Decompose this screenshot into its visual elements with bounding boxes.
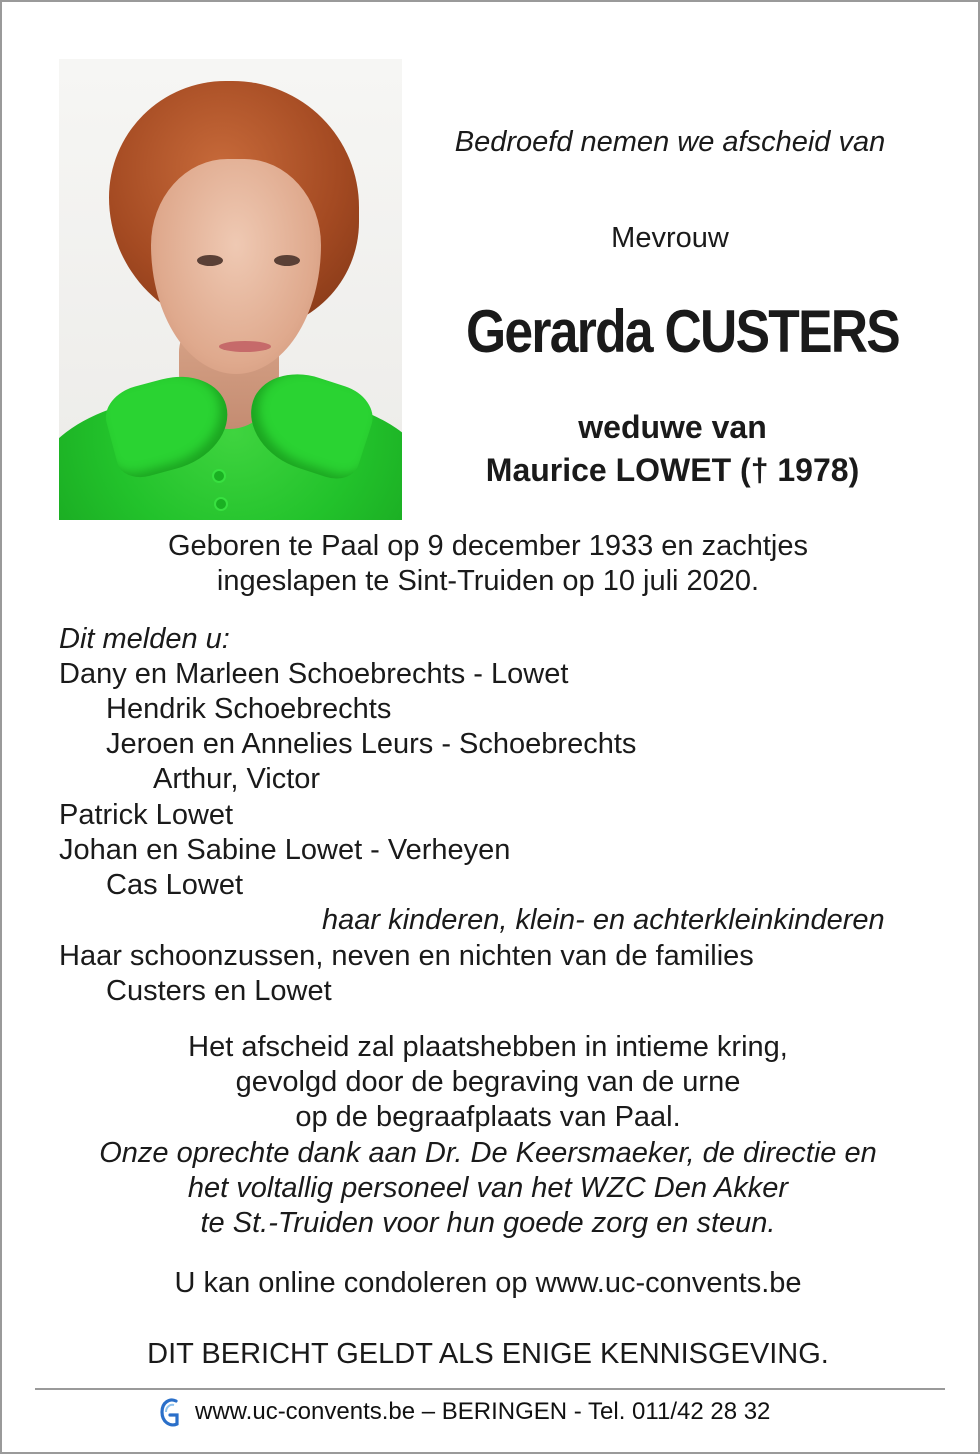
thanks-line-1: Onze oprechte dank aan Dr. De Keersmaeker, de directie en xyxy=(99,1137,877,1169)
photo-eye-left xyxy=(197,255,223,266)
widow-of-label: weduwe van xyxy=(578,409,767,445)
deceased-name: Gerarda CUSTERS xyxy=(465,298,900,365)
ceremony-line-3: op de begraafplaats van Paal. xyxy=(295,1101,681,1133)
portrait-photo xyxy=(59,59,402,520)
photo-button xyxy=(214,471,224,481)
birth-line-1: Geboren te Paal op 9 december 1933 en zachtjes xyxy=(167,530,809,562)
ceremony-line-2: gevolgd door de begraving van de urne xyxy=(235,1066,741,1098)
family-line: Jeroen en Annelies Leurs - Schoebrechts xyxy=(106,728,637,760)
inlaws-line-1: Haar schoonzussen, neven en nichten van de families xyxy=(59,940,754,972)
family-line: Hendrik Schoebrechts xyxy=(106,693,392,725)
spouse-name: Maurice LOWET († 1978) xyxy=(485,452,860,488)
footer-divider xyxy=(35,1388,945,1390)
inlaws-line-2: Custers en Lowet xyxy=(106,975,332,1007)
thanks-line-3: te St.-Truiden voor hun goede zorg en steun. xyxy=(200,1207,776,1239)
salutation: Mevrouw xyxy=(611,222,729,254)
online-condolence: U kan online condoleren op www.uc-convents.be xyxy=(174,1267,802,1299)
family-heading: Dit melden u: xyxy=(59,623,230,655)
intro-text: Bedroefd nemen we afscheid van xyxy=(454,126,886,158)
thanks-line-2: het voltallig personeel van het WZC Den Akker xyxy=(187,1172,789,1204)
uc-convents-logo-icon xyxy=(158,1396,182,1430)
sole-notice: DIT BERICHT GELDT ALS ENIGE KENNISGEVING. xyxy=(147,1338,829,1370)
footer-contact: www.uc-convents.be – BERINGEN - Tel. 011/42 28 32 xyxy=(195,1398,771,1425)
family-line: Arthur, Victor xyxy=(153,763,321,795)
birth-line-2: ingeslapen te Sint-Truiden op 10 juli 2020. xyxy=(216,565,760,597)
family-line: Patrick Lowet xyxy=(59,799,234,831)
family-relation: haar kinderen, klein- en achterkleinkinderen xyxy=(322,904,885,936)
family-line: Dany en Marleen Schoebrechts - Lowet xyxy=(59,658,569,690)
photo-button xyxy=(216,499,226,509)
ceremony-line-1: Het afscheid zal plaatshebben in intieme kring, xyxy=(188,1031,788,1063)
family-line: Cas Lowet xyxy=(106,869,244,901)
photo-eye-right xyxy=(274,255,300,266)
family-line: Johan en Sabine Lowet - Verheyen xyxy=(59,834,511,866)
photo-mouth xyxy=(219,341,271,352)
